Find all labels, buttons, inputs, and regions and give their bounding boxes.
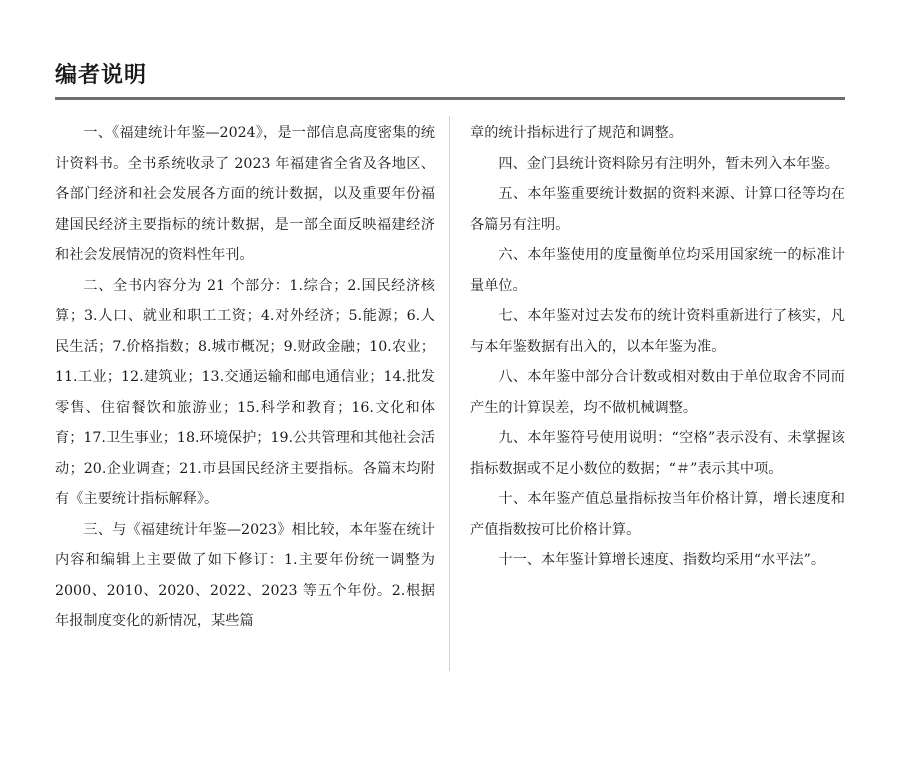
right-column xyxy=(470,118,845,576)
paragraph-3-continued: 章的统计指标进行了规范和调整。 xyxy=(470,125,683,141)
title-rule xyxy=(55,97,845,100)
paragraph-9: 九、本年鉴符号使用说明：“空格”表示没有、未掌握该指标数据或不足小数位的数据；“＃”表示其中项。 xyxy=(470,430,845,477)
paragraph-1: 一、《福建统计年鉴—2024》，是一部信息高度密集的统计资料书。全书系统收录了 2023 年福建省全省及各地区、各部门经济和社会发展各方面的统计数据，以及重要年份福建国民经济主要指标的统计数据，是一部全面反映福建经济和社会发展情况的资料性年刊。 xyxy=(55,125,435,263)
paragraph-8: 八、本年鉴中部分合计数或相对数由于单位取舍不同而产生的计算误差，均不做机械调整。 xyxy=(470,369,845,416)
paragraph-5: 五、本年鉴重要统计数据的资料来源、计算口径等均在各篇另有注明。 xyxy=(470,186,845,233)
column-divider xyxy=(449,116,450,671)
paragraph-6: 六、本年鉴使用的度量衡单位均采用国家统一的标准计量单位。 xyxy=(470,247,845,294)
left-column xyxy=(55,118,435,637)
paragraph-2: 二、全书内容分为 21 个部分：1.综合；2.国民经济核算；3.人口、就业和职工工资；4.对外经济；5.能源；6.人民生活；7.价格指数；8.城市概况；9.财政金融；10.农业；11.工业；12.建筑业；13.交通运输和邮电通信业；14.批发零售、住宿餐饮和旅游业；15.科学和教育；16.文化和体育；17.卫生事业；18.环境保护；19.公共管理和其他社会活动；20.企业调查；21.市县国民经济主要指标。各篇末均附有《主要统计指标解释》。 xyxy=(55,277,435,507)
paragraph-10: 十、本年鉴产值总量指标按当年价格计算，增长速度和产值指数按可比价格计算。 xyxy=(470,491,845,538)
paragraph-7: 七、本年鉴对过去发布的统计资料重新进行了核实，凡与本年鉴数据有出入的，以本年鉴为准。 xyxy=(470,308,845,355)
paragraph-11: 十一、本年鉴计算增长速度、指数均采用“水平法”。 xyxy=(498,552,826,568)
paragraph-3: 三、与《福建统计年鉴—2023》相比较，本年鉴在统计内容和编辑上主要做了如下修订：1.主要年份统一调整为 2000、2010、2020、2022、2023 等五个年份。2.根据年报制度变化的新情况，某些篇 xyxy=(55,521,435,629)
paragraph-4: 四、金门县统计资料除另有注明外，暂未列入本年鉴。 xyxy=(498,155,839,172)
page-title: 编者说明 xyxy=(55,63,148,88)
